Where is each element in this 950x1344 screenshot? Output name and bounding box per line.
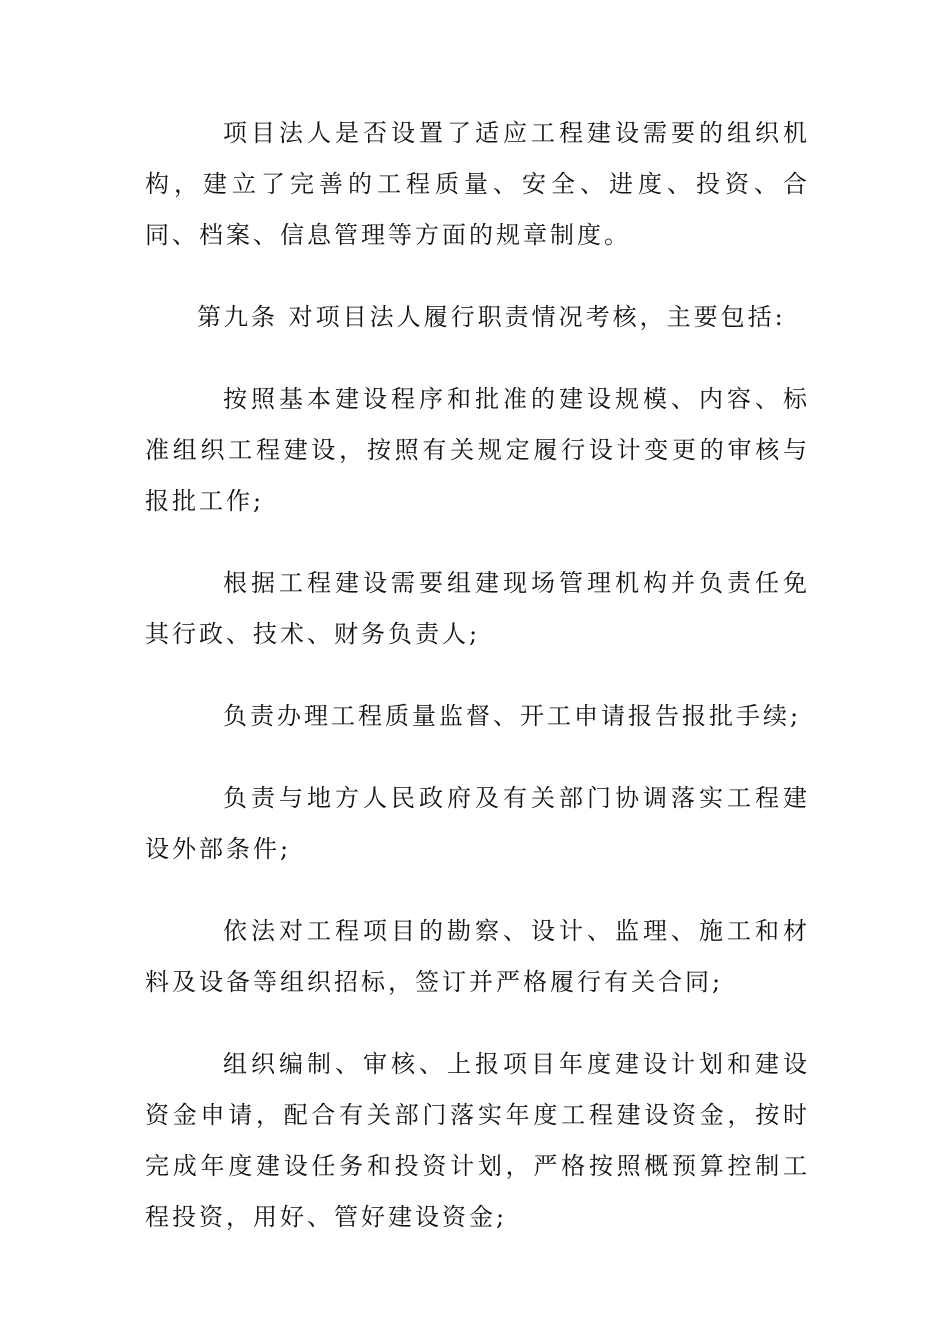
paragraph-quality-supervision: 负责办理工程质量监督、开工申请报告报批手续;	[223, 702, 802, 730]
paragraph-bidding: 依法对工程项目的勘察、设计、监理、施工和材料及设备等组织招标，签订并严格履行有关合同;	[145, 917, 810, 996]
document-body	[145, 108, 810, 1243]
paragraph-external-conditions: 负责与地方人民政府及有关部门协调落实工程建设外部条件;	[145, 784, 810, 863]
article-nine-heading: 第九条 对项目法人履行职责情况考核，主要包括:	[197, 303, 786, 331]
paragraph-organization: 项目法人是否设置了适应工程建设需要的组织机构，建立了完善的工程质量、安全、进度、投资、合同、档案、信息管理等方面的规章制度。	[145, 119, 810, 249]
paragraph-construction-procedure: 按照基本建设程序和批准的建设规模、内容、标准组织工程建设，按照有关规定履行设计变更的审核与报批工作;	[145, 385, 810, 515]
paragraph-annual-plan: 组织编制、审核、上报项目年度建设计划和建设资金申请，配合有关部门落实年度工程建设资金，按时完成年度建设任务和投资计划，严格按照概预算控制工程投资，用好、管好建设资金;	[145, 1050, 810, 1231]
paragraph-site-management: 根据工程建设需要组建现场管理机构并负责任免其行政、技术、财务负责人;	[145, 569, 810, 648]
